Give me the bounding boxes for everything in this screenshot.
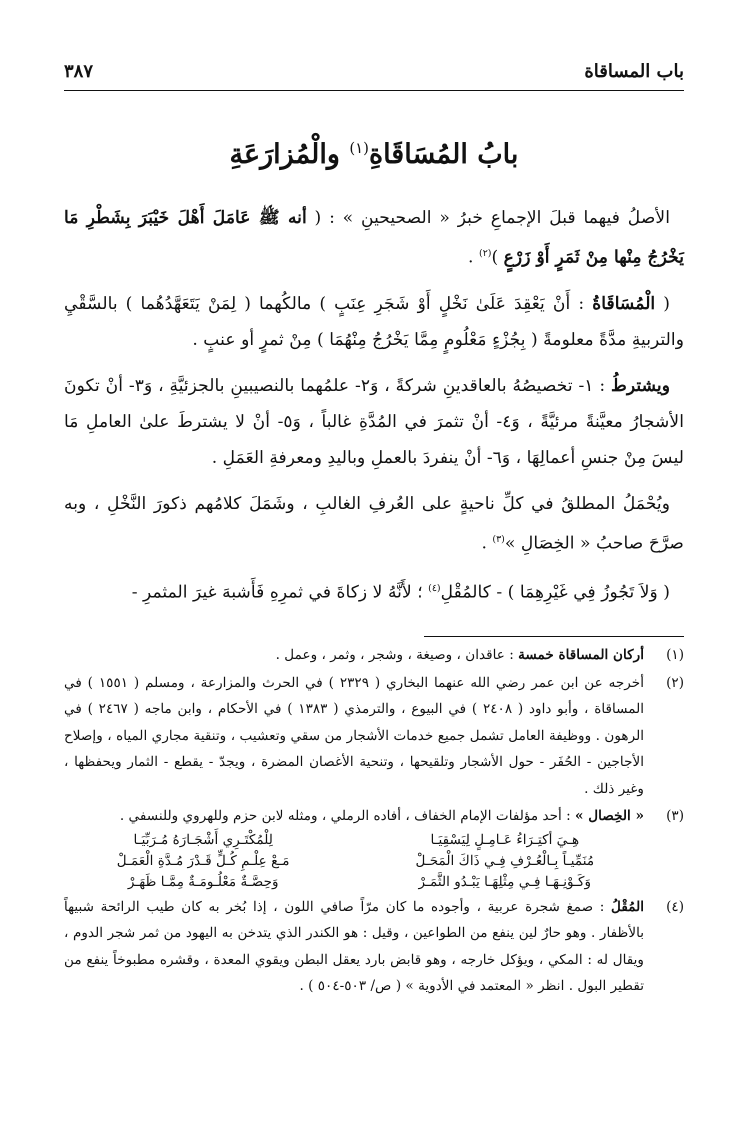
chapter-heading-footnote-ref: (١) <box>349 139 369 157</box>
paragraph-text: ويُحْمَلُ المطلقُ في كلِّ ناحيةٍ على العُرفِ الغالبِ ، وشَمَلَ كلامُهم ذكورَ النَّخْلِ ، وبه صرَّحَ صاحبُ « الخِصَالِ » <box>64 493 684 554</box>
paragraph-text: ؛ لأَنَّهُ لا زكاةَ في ثمرِهِ فَأَشبهَ غيرَ المثمرِ - <box>131 583 429 604</box>
footnote-term: المُقْلُ <box>611 898 644 915</box>
footnote-term: أركان المساقاة خمسة <box>518 647 644 663</box>
footnote-number: (٢) <box>666 674 684 691</box>
paragraph-conditions <box>64 368 684 476</box>
paragraph-text: : ١- تخصيصُهُ بالعاقدينِ شركةً ، وَ٢- علمُهما بالنصيبينِ بالجزئيَّةِ ، وَ٣- أنْ تكونَ الأشجارُ معيَّنةً مرئيَّةً ، وَ٤- أنْ تثمرَ في المُدَّةِ غالباً ، وَ٥- أنْ لا يشترطَ علىٰ العاملِ مَا ليسَ مِنْ جنسِ أعمالِهَا ، وَ٦- أنْ ينفردَ بالعملِ وباليدِ ومعرفةِ العَمَلِ . <box>64 375 684 468</box>
footnote-term: « الخِصال » <box>575 808 644 824</box>
paragraph-definition <box>64 286 684 358</box>
paragraph-text: ( وَلاَ تَجُوزُ فِي غَيْرِهِمَا ) - كالمُقْلِ <box>440 583 670 604</box>
footnote-divider <box>424 636 684 637</box>
poem-hemistich: هِـيَ أكتِـرَاءُ عَـامِـلٍ لِيَسْقِيَـا <box>430 831 580 848</box>
header-chapter-title: باب المساقاة <box>584 60 684 82</box>
poem-hemistich: وَحِصَّـةٌ مَعْلُـومَـةٌ مِمَّـا ظَهَـرْ <box>127 873 279 890</box>
main-text <box>64 200 684 621</box>
footnote-body <box>64 803 644 893</box>
footnote-4 <box>64 894 684 1000</box>
page-number: ٣٨٧ <box>64 60 94 82</box>
running-header <box>64 56 684 86</box>
footnote-2 <box>64 670 684 803</box>
footnote-number: (١) <box>666 647 684 663</box>
conditions-term: ويشترطُ <box>611 375 670 396</box>
poem-verse <box>64 851 644 872</box>
paragraph-text: ( <box>655 293 670 314</box>
paragraph-text: الأصلُ فيهما قبلَ الإجماعِ خبرُ « الصحيحينِ » : ( <box>306 208 670 228</box>
footnote-ref: (٤) <box>428 583 441 595</box>
poem-hemistich: مُنَمِّيـاً بِـالْعُـرْفِ فِـي ذَاكَ الْمَحَـلْ <box>415 852 595 869</box>
paragraph-text: . <box>468 247 479 268</box>
poem-hemistich: لِلْمُكْتَـرِي أَشْجَـارَهُ مُـرَبِّيَـا <box>133 831 273 848</box>
chapter-heading-text: بابُ المُسَاقَاةِ <box>368 139 519 170</box>
chapter-heading <box>64 128 684 175</box>
paragraph-text: ) <box>491 247 504 268</box>
footnote-body <box>64 894 644 1000</box>
defined-term: الْمُسَاقَاةُ <box>592 293 656 314</box>
footnote-number: (٤) <box>666 898 684 915</box>
poem-verse <box>64 830 644 851</box>
paragraph-origin <box>64 200 684 276</box>
hadith-text: أنه ﷺ عَامَلَ أَهْلَ خَيْبَرَ بِشَطْرِ مَا يَخْرُجُ مِنْها مِنْ ثَمَرٍ أَوْ زَرْعٍ <box>64 208 684 268</box>
paragraph-exclusion <box>64 571 684 611</box>
footnote-body <box>64 642 644 669</box>
footnote-3 <box>64 803 684 893</box>
header-divider <box>64 90 684 91</box>
poem-verse <box>64 872 644 893</box>
footnote-body <box>64 670 644 803</box>
poem <box>64 830 644 893</box>
paragraph-custom <box>64 486 684 562</box>
footnote-1 <box>64 642 684 669</box>
footnote-text: : صمغ شجرة عربية ، وأجوده ما كان مرّاً صافي اللون ، إذا بُخر به كان طيب الرائحة شبيهاً بالأظفار . وهو حارٌ لين ينفع من الطواعين ، وقيل : هو الكندر الذي يتدخن به اليهود من ثمر شجر الدوم ، ويقال له : المكي ، ويؤكل خارجه ، وهو قابض بارد يعقل البطن ويقوي المعدة ، وقشره مطبوخاً ينفع من تقطير البول . انظر « المعتمد في الأدوية » ( ص/ ٥٠٣-٥٠٤ ) . <box>64 898 644 994</box>
footnote-text: : عاقدان ، وصيغة ، وشجر ، وثمر ، وعمل . <box>275 647 519 663</box>
paragraph-text: . <box>481 533 493 554</box>
footnote-text: : أحد مؤلفات الإمام الخفاف ، أفاده الرملي ، ومثله لابن حزم وللهروي وللنسفي . <box>119 808 576 824</box>
poem-hemistich: مَـعْ عِلْـمِ كُـلٍّ قَـدْرَ مُـدَّةِ الْعَمَـلْ <box>116 852 290 869</box>
footnote-text: أخرجه عن ابن عمر رضي الله عنهما البخاري ( ٢٣٢٩ ) في الحرث والمزارعة ، ومسلم ( ١٥٥١ ) في المساقاة ، وأبو داود ( ٢٤٠٨ ) في البيوع ، والترمذي ( ١٣٨٣ ) في الأحكام ، وابن ماجه ( ٢٤٦٧ ) في الرهون . ووظيفة العامل تشمل جميع خدمات الأشجار من سقي وتعشيب ، وتنقية مجاري المياه ، وإصلاح الأجاجين - الحُفَر - حول الأشجار وتلقيحها ، وتنحية الأغصان المضرة ، ويجدّ - يقطع - الثمار ويحفظها ، وغير ذلك . <box>64 674 645 797</box>
footnote-ref: (٣) <box>492 533 505 545</box>
poem-hemistich: وَكَـوْنِـهَـا فِـي مِثْلِهَـا يَبْـدُو الثَّمَـرْ <box>418 873 592 890</box>
footnotes <box>64 642 684 1001</box>
chapter-heading-text-rest: والْمُزارَعَةِ <box>229 139 350 170</box>
footnote-ref: (٢) <box>478 248 492 259</box>
paragraph-text: : أَنْ يَعْقِدَ عَلَىٰ نَخْلٍ أَوْ شَجَرِ عِنَبٍ ) مالكُهما ( لِمَنْ يَتَعَهَّدُهُما ) بالسَّقْيِ والتربيةِ مدَّةً معلومةً ( بِجُزْءٍ مَعْلُومٍ مِمَّا يَخْرُجُ مِنْهُمَا ) مِنْ ثمرٍ أو عنبٍ . <box>64 293 684 350</box>
footnote-number: (٣) <box>666 808 684 824</box>
